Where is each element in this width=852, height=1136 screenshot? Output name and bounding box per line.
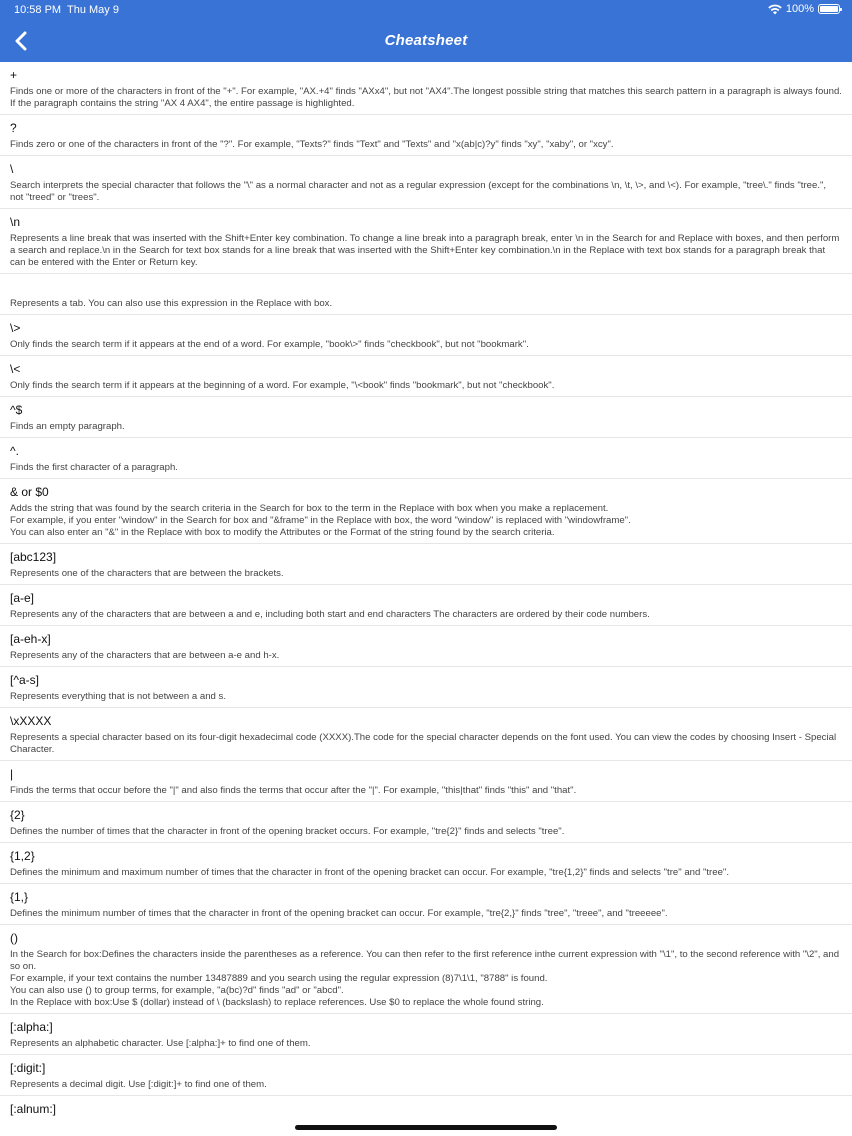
home-indicator[interactable] xyxy=(295,1125,557,1130)
list-item xyxy=(0,62,852,115)
entry-term: ^$ xyxy=(10,403,23,417)
list-item xyxy=(0,626,852,667)
list-item xyxy=(0,667,852,708)
list-item xyxy=(0,544,852,585)
list-item xyxy=(0,156,852,209)
list-item xyxy=(0,438,852,479)
entry-term: + xyxy=(10,68,18,82)
list-item xyxy=(0,884,852,925)
battery-percent: 100% xyxy=(785,3,814,15)
list-item xyxy=(0,115,852,156)
entry-description: Search interprets the special character that follows the "\" as a normal character and not as a regular expression (except for the combinations \n, \t, \>, and \<). For example, "tree\." finds "tree.", not "treed" or "trees". xyxy=(10,180,827,203)
entry-description: Only finds the search term if it appears at the beginning of a word. For example, "\<book" finds "bookmark", but not "checkbook". xyxy=(10,380,555,391)
list-item xyxy=(0,209,852,274)
entry-description: Represents a decimal digit. Use [:digit:]+ to find one of them. xyxy=(10,1079,267,1090)
entry-description: Defines the minimum number of times that the character in front of the opening bracket can occur. For example, "tre{2,}" finds "tree", "treee", and "treeeee". xyxy=(10,908,668,919)
list-item xyxy=(0,1096,852,1120)
entry-description: Finds the first character of a paragraph. xyxy=(10,462,178,473)
list-item xyxy=(0,1014,852,1055)
cheatsheet-list[interactable] xyxy=(0,62,852,1120)
entry-term: ^. xyxy=(10,444,19,458)
navigation-bar xyxy=(0,20,852,62)
entry-description: In the Search for box:Defines the characters inside the parentheses as a reference. You can then refer to the first reference inthe current expression with "\1", to the second reference with "\2", and so on. For example, if your text contains the number 13487889 and you search using the regular expression (8)7\1\1, "8788" is found. You can also use () to group terms, for example, "a(bc)?d" finds "ad" or "abcd". In the Replace with box:Use $ (dollar) instead of \ (backslash) to replace references. Use $0 to replace the whole found string. xyxy=(10,949,840,1008)
entry-description: Represents a line break that was inserted with the Shift+Enter key combination. To change a line break into a paragraph break, enter \n in the Search for and Replace with boxes, and then perform a search and replace.\n in the Search for text box stands for a line break that was inserted with the Shift+Enter key combination.\n in the Replace with text box stands for a paragraph break that can be entered with the Enter or Return key. xyxy=(10,233,840,268)
entry-description: Represents a tab. You can also use this expression in the Replace with box. xyxy=(10,298,333,309)
entry-description: Defines the number of times that the character in front of the opening bracket occurs. For example, "tre{2}" finds and selects "tree". xyxy=(10,826,565,837)
top-bar xyxy=(0,0,852,62)
status-time: 10:58 PM xyxy=(14,4,62,16)
entry-term: ? xyxy=(10,121,17,135)
entry-description: Represents any of the characters that are between a and e, including both start and end characters The characters are ordered by their code numbers. xyxy=(10,609,650,620)
entry-term: [:digit:] xyxy=(10,1061,46,1075)
entry-term: \xXXXX xyxy=(10,714,52,728)
entry-description: Finds zero or one of the characters in front of the "?". For example, "Texts?" finds "Text" and "Texts" and "x(ab|c)?y" finds "xy", "xaby", or "xcy". xyxy=(10,139,614,150)
status-bar xyxy=(0,0,852,20)
entry-term: \< xyxy=(10,362,21,376)
list-item xyxy=(0,761,852,802)
entry-term: [:alpha:] xyxy=(10,1020,53,1034)
entry-term: & or $0 xyxy=(10,485,49,499)
entry-term: [:alnum:] xyxy=(10,1102,57,1116)
list-item xyxy=(0,315,852,356)
list-item xyxy=(0,356,852,397)
entry-term: [abc123] xyxy=(10,550,57,564)
list-item xyxy=(0,708,852,761)
entry-description: Represents everything that is not between a and s. xyxy=(10,691,226,702)
page-title: Cheatsheet xyxy=(384,32,468,49)
status-date: Thu May 9 xyxy=(67,4,119,16)
entry-term: {1,} xyxy=(10,890,29,904)
entry-description: Defines the minimum and maximum number of times that the character in front of the opening bracket can occur. For example, "tre{1,2}" finds and selects "tre" and "tree". xyxy=(10,867,729,878)
entry-description: Represents one of the characters that are between the brackets. xyxy=(10,568,284,579)
entry-term xyxy=(10,279,842,295)
battery-icon xyxy=(818,4,840,14)
entry-description: Only finds the search term if it appears at the end of a word. For example, "book\>" finds "checkbook", but not "bookmark". xyxy=(10,339,529,350)
entry-description: Represents any of the characters that are between a-e and h-x. xyxy=(10,650,280,661)
entry-description: Finds one or more of the characters in front of the "+". For example, "AX.+4" finds "AXx4", but not "AX4".The longest possible string that matches this search pattern in a paragraph is always found. If the paragraph contains the string "AX 4 AX4", the entire passage is highlighted. xyxy=(10,86,842,109)
entry-term: \n xyxy=(10,215,21,229)
entry-term: [^a-s] xyxy=(10,673,39,687)
entry-term: [a-eh-x] xyxy=(10,632,51,646)
entry-term: \> xyxy=(10,321,21,335)
entry-term: | xyxy=(10,767,14,781)
status-right xyxy=(768,3,840,15)
list-item xyxy=(0,274,852,315)
entry-description: Finds the terms that occur before the "|" and also finds the terms that occur after the "|". For example, "this|that" finds "this" and "that". xyxy=(10,785,577,796)
entry-term: {1,2} xyxy=(10,849,35,863)
list-item xyxy=(0,802,852,843)
entry-term: () xyxy=(10,931,18,945)
entry-term: \ xyxy=(10,162,14,176)
wifi-icon xyxy=(768,4,782,15)
list-item xyxy=(0,479,852,544)
list-item xyxy=(0,925,852,1014)
list-item xyxy=(0,1055,852,1096)
list-item xyxy=(0,585,852,626)
list-item xyxy=(0,397,852,438)
list-item xyxy=(0,843,852,884)
entry-term: {2} xyxy=(10,808,25,822)
entry-description: Represents a special character based on its four-digit hexadecimal code (XXXX).The code for the special character depends on the font used. You can view the codes by choosing Insert - Special Character. xyxy=(10,732,837,755)
entry-term: [a-e] xyxy=(10,591,35,605)
entry-description: Represents an alphabetic character. Use [:alpha:]+ to find one of them. xyxy=(10,1038,311,1049)
entry-description: Finds an empty paragraph. xyxy=(10,421,125,432)
entry-description: Adds the string that was found by the search criteria in the Search for box to the term in the Replace with box when you make a replacement. For example, if you enter "window" in the Search for box and "&frame" in the Replace with box, the word "window" is replaced with "windowframe". You can also enter an "&" in the Replace with box to modify the Attributes or the Format of the string found by the search criteria. xyxy=(10,503,631,538)
